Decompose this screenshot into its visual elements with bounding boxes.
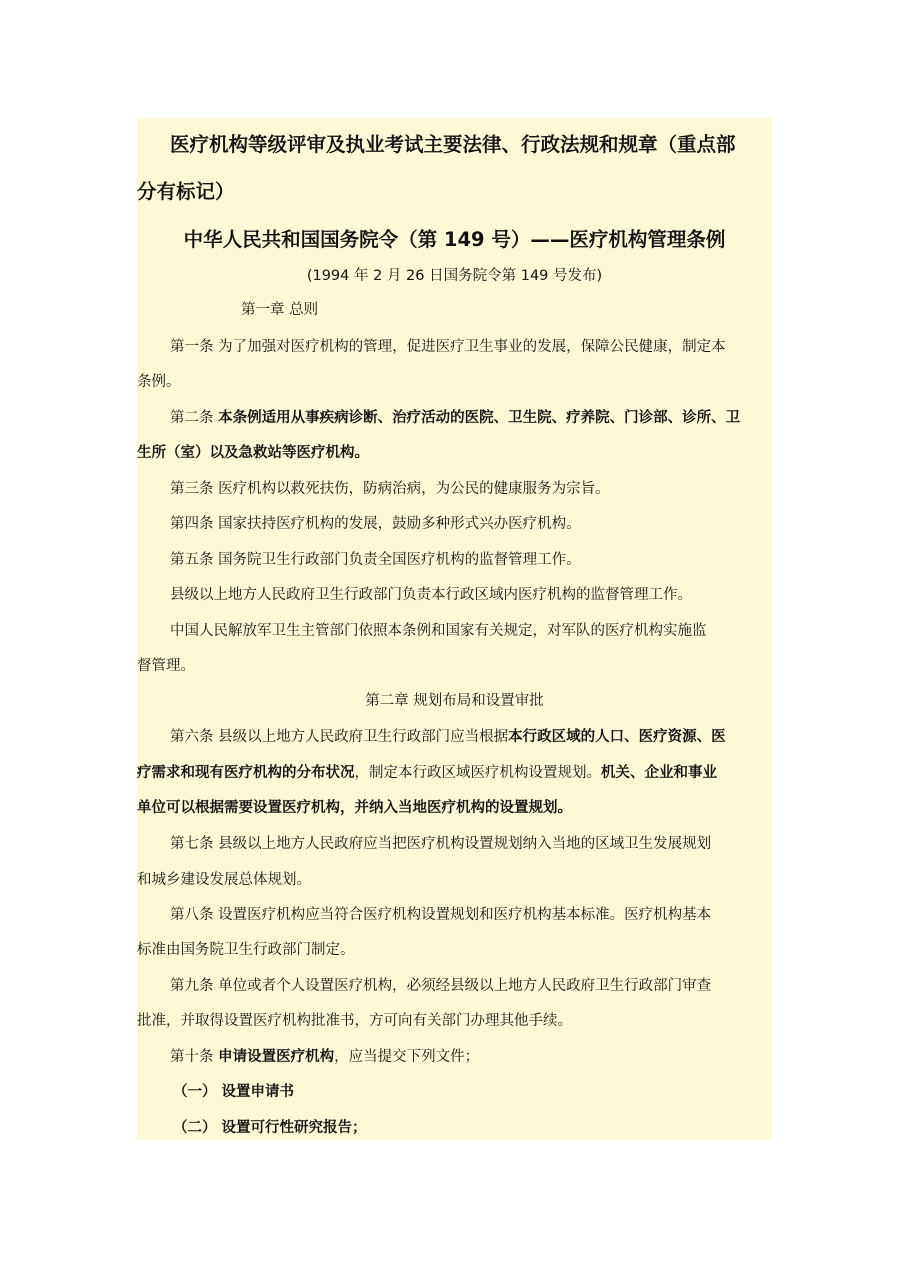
article-text: 第四条 国家扶持医疗机构的发展，鼓励多种形式兴办医疗机构。 (170, 516, 581, 532)
article-text (137, 406, 772, 430)
article-text (137, 725, 772, 749)
chapter-heading: 第二章 规划布局和设置审批 (365, 693, 544, 709)
article-text: 第五条 国务院卫生行政部门负责全国医疗机构的监督管理工作。 (170, 552, 581, 568)
list-item (137, 1080, 772, 1104)
article-label: 第二条 (170, 410, 219, 426)
doc-title: 医疗机构等级评审及执业考试主要法律、行政法规和规章（重点部 (170, 133, 736, 156)
doc-subtitle: 中华人民共和国国务院令（第 149 号）——医疗机构管理条例 (183, 228, 726, 251)
article-text: 条例。 (137, 374, 181, 390)
article-text: 第三条 医疗机构以救死扶伤，防病治病，为公民的健康服务为宗旨。 (170, 481, 610, 497)
article-text (137, 441, 772, 465)
doc-title-cont: 分有标记） (137, 180, 235, 203)
article-text: 县级以上地方人民政府卫生行政部门负责本行政区域内医疗机构的监督管理工作。 (170, 587, 692, 603)
article-text (137, 761, 772, 785)
highlighted-text: 单位可以根据需要设置医疗机构，并纳入当地医疗机构的设置规划。 (137, 800, 572, 816)
document-page (137, 118, 772, 1140)
list-item-text: （二） 设置可行性研究报告； (173, 1120, 367, 1136)
article-text: 第七条 县级以上地方人民政府应当把医疗机构设置规划纳入当地的区域卫生发展规划 (170, 836, 712, 852)
article-text: 批准，并取得设置医疗机构批准书，方可向有关部门办理其他手续。 (137, 1013, 572, 1029)
highlighted-text: 申请设置医疗机构 (218, 1049, 335, 1065)
article-text: 标准由国务院卫生行政部门制定。 (137, 942, 355, 958)
list-item (137, 1116, 772, 1140)
article-text: 第八条 设置医疗机构应当符合医疗机构设置规划和医疗机构基本标准。医疗机构基本 (170, 907, 712, 923)
article-text: 和城乡建设发展总体规划。 (137, 872, 311, 888)
article-label: 第十条 (170, 1049, 219, 1065)
article-text: 督管理。 (137, 658, 195, 674)
article-text: 第九条 单位或者个人设置医疗机构，必须经县级以上地方人民政府卫生行政部门审查 (170, 978, 712, 994)
article-text: 中国人民解放军卫生主管部门依照本条例和国家有关规定，对军队的医疗机构实施监 (170, 623, 707, 639)
article-text (137, 796, 772, 820)
article-text: 第一条 为了加强对医疗机构的管理，促进医疗卫生事业的发展，保障公民健康，制定本 (170, 339, 726, 355)
article-text-part: 第六条 县级以上地方人民政府卫生行政部门应当根据 (170, 729, 509, 745)
article-text-part: ，应当提交下列文件； (334, 1049, 480, 1065)
article-text (137, 1045, 772, 1069)
highlighted-text: 疗需求和现有医疗机构的分布状况 (137, 765, 355, 781)
issue-note: (1994 年 2 月 26 日国务院令第 149 号发布) (306, 268, 603, 284)
chapter-heading: 第一章 总则 (241, 302, 319, 318)
highlighted-text: 生所（室）以及急救站等医疗机构。 (137, 445, 369, 461)
highlighted-text: 本行政区域的人口、医疗资源、医 (508, 729, 726, 745)
highlighted-text: 机关、企业和事业 (601, 765, 717, 781)
article-text-part: ，制定本行政区域医疗机构设置规划。 (354, 765, 601, 781)
list-item-text: （一） 设置申请书 (173, 1084, 295, 1100)
highlighted-text: 本条例适用从事疾病诊断、治疗活动的医院、卫生院、疗养院、门诊部、诊所、卫 (218, 410, 741, 426)
